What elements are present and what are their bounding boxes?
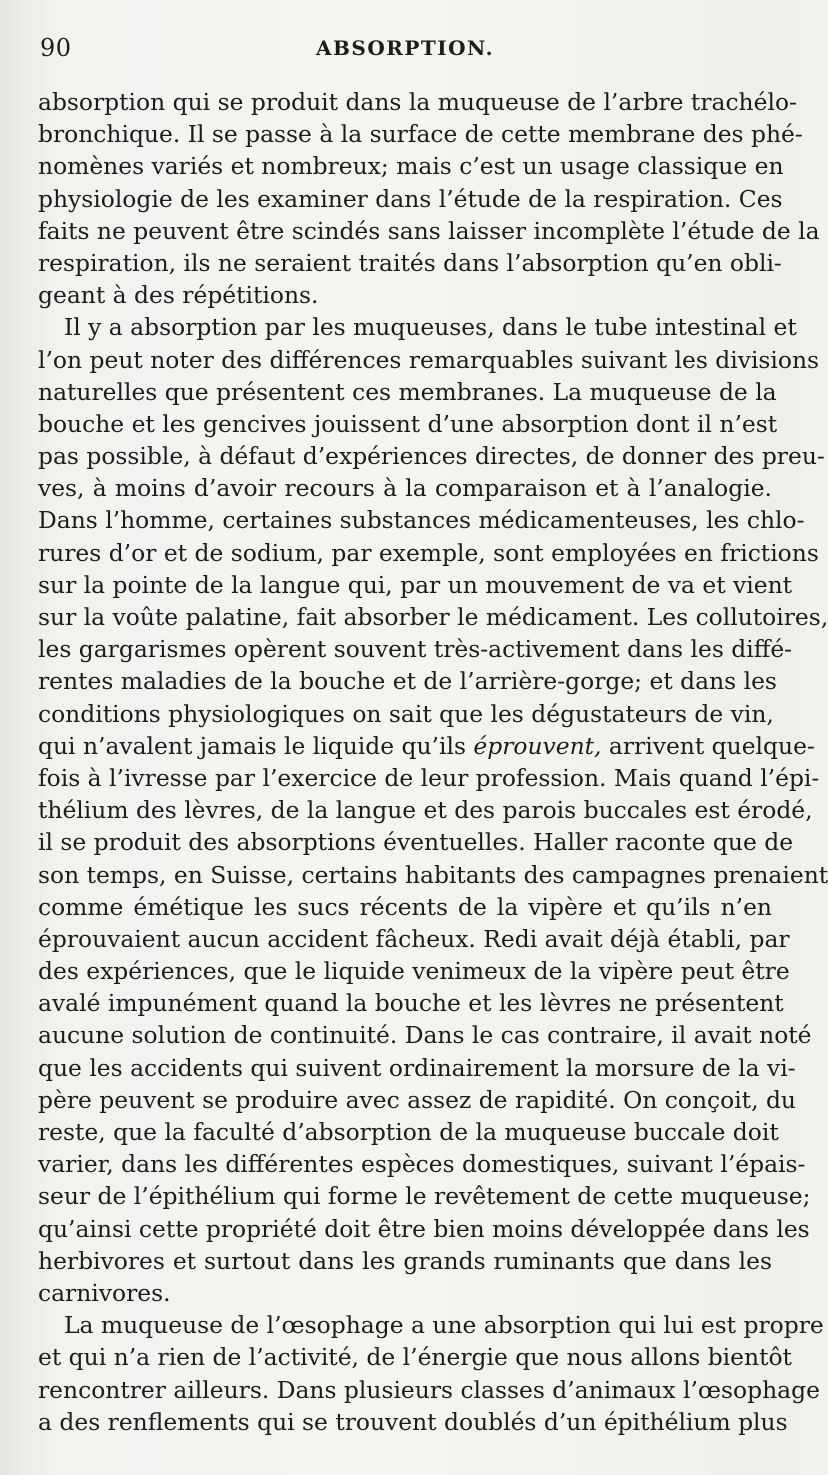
text-line: qui n’avalent jamais le liquide qu’ils éprouvent, arrivent quelque- [38,731,815,760]
text-line: que les accidents qui suivent ordinairement la morsure de la vi- [38,1053,796,1082]
text-line: fois à l’ivresse par l’exercice de leur profession. Mais quand l’épi- [38,763,820,792]
text-line: Il y a absorption par les muqueuses, dans le tube intestinal et [64,313,797,342]
text-line: bronchique. Il se passe à la surface de cette membrane des phé- [38,120,803,149]
text-line: ves, à moins d’avoir recours à la comparaison et à l’analogie. [38,474,772,503]
paragraph [38,1309,824,1438]
text-line: rentes maladies de la bouche et de l’arrière-gorge; et dans les [38,667,777,696]
italic-word: éprouvent, [473,731,602,760]
text-line: a des renflements qui se trouvent doublés d’un épithélium plus [38,1407,788,1436]
text-line: respiration, ils ne seraient traités dans l’absorption qu’en obli- [38,248,782,277]
text-line: rencontrer ailleurs. Dans plusieurs classes d’animaux l’œsophage [38,1375,820,1404]
text-line: geant à des répétitions. [38,281,319,310]
text-line: et qui n’a rien de l’activité, de l’énergie que nous allons bientôt [38,1343,792,1372]
text-line: éprouvaient aucun accident fâcheux. Redi avait déjà établi, par [38,924,790,953]
text-line: reste, que la faculté d’absorption de la muqueuse buccale doit [38,1118,779,1146]
text-line: père peuvent se produire avec assez de rapidité. On conçoit, du [38,1085,796,1114]
text-line: qu’ainsi cette propriété doit être bien moins développée dans les [38,1214,810,1243]
text-line: physiologie de les examiner dans l’étude de la respiration. Ces [38,184,783,213]
text-line: La muqueuse de l’œsophage a une absorption qui lui est propre [64,1311,824,1340]
text-line: naturelles que présentent ces membranes. La muqueuse de la [38,377,777,406]
text-line: Dans l’homme, certaines substances médicamenteuses, les chlo- [38,506,805,535]
text-line: sur la pointe de la langue qui, par un mouvement de va et vient [38,570,793,599]
text-line: absorption qui se produit dans la muqueuse de l’arbre trachélo- [38,88,797,116]
page-number: 90 [40,34,72,62]
text-line: rures d’or et de sodium, par exemple, sont employées en frictions [38,538,819,567]
text-line: avalé impunément quand la bouche et les lèvres ne présentent [38,989,784,1018]
text-line: des expériences, que le liquide venimeux de la vipère peut être [38,957,790,986]
text-line: conditions physiologiques on sait que les dégustateurs de vin, [38,699,774,728]
text-line: carnivores. [38,1278,171,1307]
text-line: il se produit des absorptions éventuelles. Haller raconte que de [38,828,794,857]
text-line: nomènes variés et nombreux; mais c’est un usage classique en [38,152,784,181]
running-head [38,0,772,86]
text-line: faits ne peuvent être scindés sans laisser incomplète l’étude de la [38,216,820,245]
running-title: ABSORPTION. [315,36,495,60]
text-line: varier, dans les différentes espèces domestiques, suivant l’épais- [38,1150,806,1179]
body-text [38,86,828,1438]
text-line: son temps, en Suisse, certains habitants des campagnes prenaient [38,860,828,889]
text-line: pas possible, à défaut d’expériences directes, de donner des preu- [38,442,825,471]
text-line: thélium des lèvres, de la langue et des parois buccales est érodé, [38,796,813,825]
text-line: herbivores et surtout dans les grands ruminants que dans les [38,1246,772,1275]
text-line: seur de l’épithélium qui forme le revêtement de cette muqueuse; [38,1182,811,1211]
text-line: l’on peut noter des différences remarquables suivant les divisions [38,345,820,374]
text-line: comme émétique les sucs récents de la vipère et qu’ils n’en [38,892,772,921]
text-line: bouche et les gencives jouissent d’une absorption dont il n’est [38,409,778,438]
paragraph [38,311,828,1309]
text-line: aucune solution de continuité. Dans le cas contraire, il avait noté [38,1021,812,1050]
text-line: sur la voûte palatine, fait absorber le médicament. Les collutoires, [38,603,828,631]
paragraph [38,86,820,311]
text-line: les gargarismes opèrent souvent très-activement dans les diffé- [38,635,793,664]
